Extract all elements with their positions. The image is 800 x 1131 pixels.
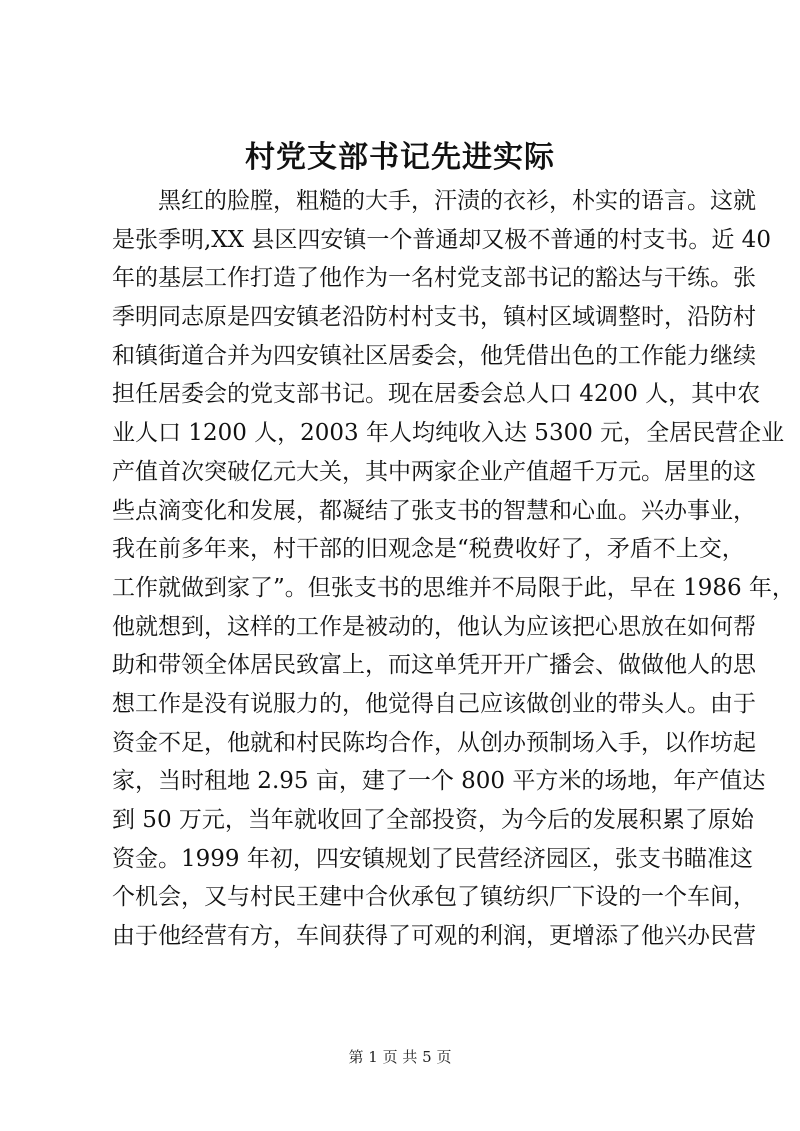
- body-line-11: 工作就做到家了”。但张支书的思维并不局限于此，早在 1986 年，: [112, 574, 795, 601]
- body-line-7: 业人口 1200 人，2003 年人均纯收入达 5300 元，全居民营企业: [112, 420, 785, 447]
- body-line-4: 季明同志原是四安镇老沿防村村支书，镇村区域调整时，沿防村: [112, 304, 756, 331]
- body-line-6: 担任居委会的党支部书记。现在居委会总人口 4200 人，其中农: [112, 381, 761, 408]
- document-title: 村党支部书记先进实际: [245, 140, 555, 175]
- body-line-12: 他就想到，这样的工作是被动的，他认为应该把心思放在如何帮: [112, 613, 756, 640]
- body-line-9: 些点滴变化和发展，都凝结了张支书的智慧和心血。兴办事业，: [112, 497, 756, 524]
- body-line-16: 家，当时租地 2.95 亩，建了一个 800 平方米的场地，年产值达: [112, 768, 766, 795]
- body-line-20: 由于他经营有方，车间获得了可观的利润，更增添了他兴办民营: [112, 923, 756, 950]
- document-body: [112, 182, 795, 956]
- page-number-footer: 第 1 页 共 5 页: [348, 1048, 452, 1066]
- body-line-2: 是张季明,XX 县区四安镇一个普通却又极不普通的村支书。近 40: [112, 226, 771, 253]
- body-line-8: 产值首次突破亿元大关，其中两家企业产值超千万元。居里的这: [112, 458, 756, 485]
- body-line-13: 助和带领全体居民致富上，而这单凭开开广播会、做做他人的思: [112, 652, 756, 679]
- body-line-5: 和镇街道合并为四安镇社区居委会，他凭借出色的工作能力继续: [112, 342, 756, 369]
- body-line-10: 我在前多年来，村干部的旧观念是“税费收好了，矛盾不上交，: [112, 536, 745, 563]
- body-line-1: 黑红的脸膛，粗糙的大手，汗渍的衣衫，朴实的语言。这就: [158, 188, 756, 214]
- body-line-15: 资金不足，他就和村民陈均合作，从创办预制场入手，以作坊起: [112, 729, 756, 756]
- body-line-18: 资金。1999 年初，四安镇规划了民营经济园区，张支书瞄准这: [112, 845, 753, 872]
- body-line-19: 个机会，又与村民王建中合伙承包了镇纺织厂下设的一个车间，: [112, 884, 756, 911]
- body-line-17: 到 50 万元，当年就收回了全部投资，为今后的发展积累了原始: [112, 807, 754, 833]
- body-line-14: 想工作是没有说服力的，他觉得自己应该做创业的带头人。由于: [112, 690, 756, 717]
- body-line-3: 年的基层工作打造了他作为一名村党支部书记的豁达与干练。张: [112, 265, 756, 292]
